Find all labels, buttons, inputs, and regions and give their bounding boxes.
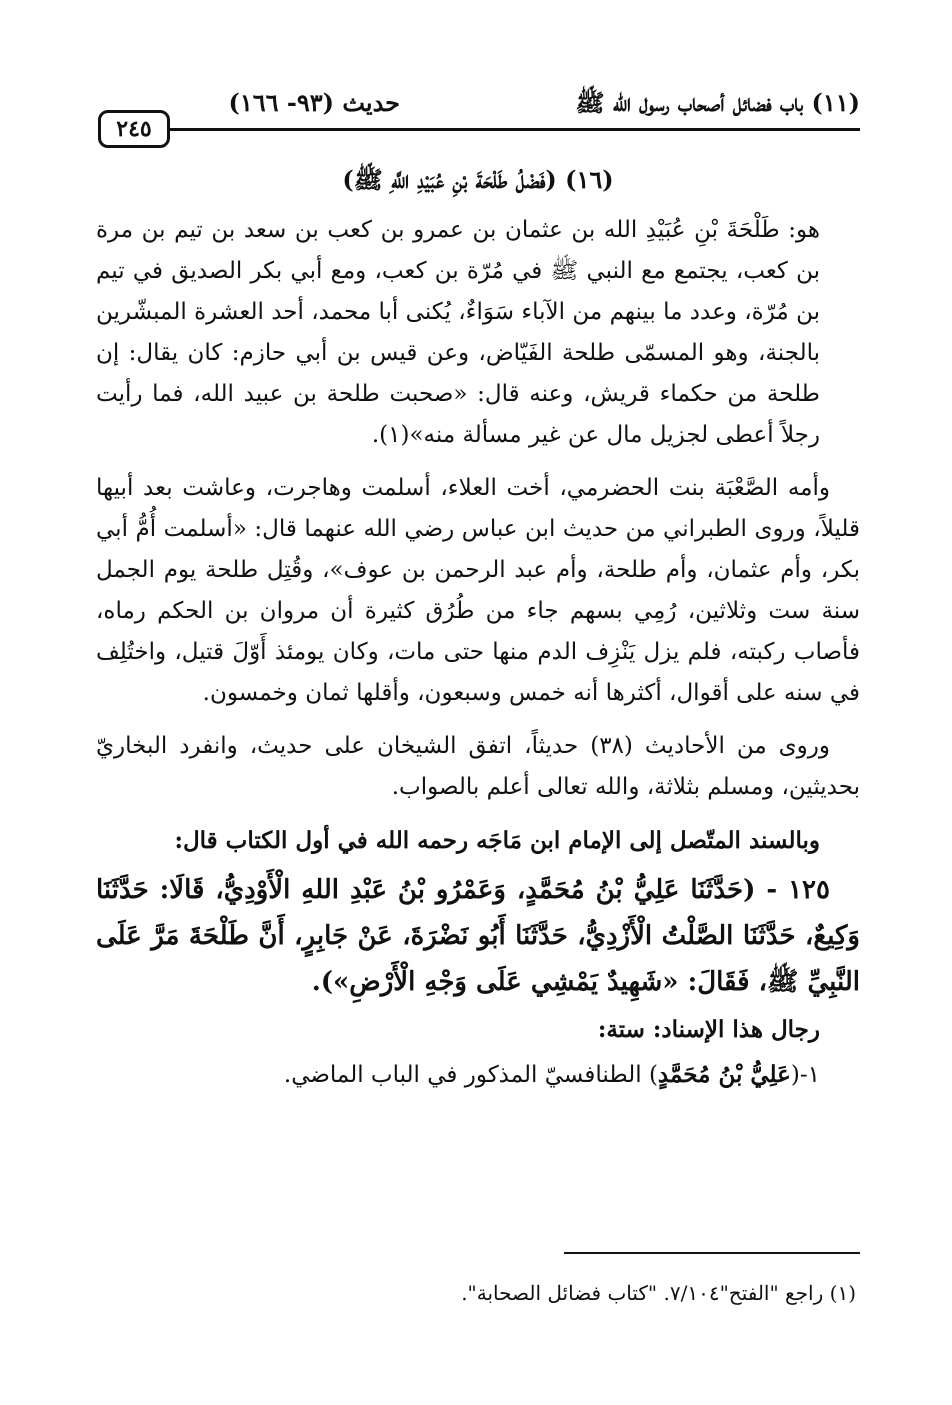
hadith-text: ١٢٥ - (حَدَّثَنَا عَلِيُّ بْنُ مُحَمَّدٍ، وَعَمْرُو بْنُ عَبْدِ اللهِ الْأَوْدِيُّ، قَالَا: حَدَّثَنَا وَكِيعٌ، حَدَّثَنَا الصَّلْتُ الْأَزْدِيُّ، حَدَّثَنَا أَبُو نَضْرَةَ، عَنْ جَابِرٍ، أَنَّ طَلْحَةَ مَرَّ عَلَى النَّبِيِّ ﷺ، فَقَالَ: «شَهِيدٌ يَمْشِي عَلَى وَجْهِ الْأَرْضِ»). [96, 875, 860, 997]
isnad-heading: وبالسند المتّصل إلى الإمام ابن مَاجَه رحمه الله في أول الكتاب قال: [174, 827, 820, 854]
footnote: (١) راجع "الفتح"٧/١٠٤. "كتاب فضائل الصحابة". [461, 1281, 856, 1305]
narrator-description: ) الطنافسيّ المذكور في الباب الماضي. [283, 1062, 658, 1088]
footnote-rule [564, 1252, 860, 1254]
section-title: (١٦) (فَضْلُ طَلْحَةَ بْنِ عُبَيْدِ اللَّهِ ﷺ) [342, 165, 614, 194]
narrator-item [96, 1054, 860, 1096]
paragraph-mother: وأمه الصَّعْبَة بنت الحضرمي، أخت العلاء، أسلمت وهاجرت، وعاشت بعد أبيها قليلاً، وروى الطبراني من حديث ابن عباس رضي الله عنهما قال: «أسلمت أُمُّ أبي بكر، وأم عثمان، وأم طلحة، وأم عبد الرحمن بن عوف»، وقُتِل طلحة يوم الجمل سنة ست وثلاثين، رُمِي بسهم جاء من طُرُق كثيرة أن مروان بن الحكم رماه، فأصاب ركبته، فلم يزل يَنْزِف الدم منها حتى مات، وكان يومئذ أَوّلَ قتيل، واختُلِف في سنه على أقوال، أكثرها أنه خمس وسبعون، وأقلها ثمان وخمسون. [96, 475, 860, 706]
paragraph-narrations: وروى من الأحاديث (٣٨) حديثاً، اتفق الشيخان على حديث، وانفرد البخاريّ بحديثين، ومسلم بثلاثة، والله تعالى أعلم بالصواب. [96, 733, 860, 800]
narrator-name: عَلِيُّ بْنُ مُحَمَّدٍ [657, 1061, 791, 1088]
main-text [96, 160, 860, 1096]
chapter-title: (١١) باب فضائل أصحاب رسول الله ﷺ [575, 88, 860, 117]
hadith-range: حديث (٩٣- ١٦٦) [228, 88, 400, 117]
header-rule [168, 128, 860, 131]
narrators-heading: رجال هذا الإسناد: ستة: [597, 1016, 820, 1043]
page-number-box [98, 110, 170, 148]
running-header [96, 84, 860, 142]
narrator-prefix: ١-( [790, 1062, 820, 1088]
page-number: ٢٤٥ [116, 116, 152, 142]
paragraph-biography: هو: طَلْحَةَ بْنِ عُبَيْدِ الله بن عثمان بن عمرو بن كعب بن سعد بن تيم بن مرة بن كعب، يجتمع مع النبي ﷺ في مُرّة بن كعب، ومع أبي بكر الصديق في تيم بن مُرّة، وعدد ما بينهم من الآباء سَوَاءٌ، يُكنى أبا محمد، أحد العشرة المبشّرين بالجنة، وهو المسمّى طلحة الفَيّاض، وعن قيس بن أبي حازم: كان يقال: إن طلحة من حكماء قريش، وعنه قال: «صحبت طلحة بن عبيد الله، فما رأيت رجلاً أعطى لجزيل مال عن غير مسألة منه»(١). [96, 217, 820, 448]
